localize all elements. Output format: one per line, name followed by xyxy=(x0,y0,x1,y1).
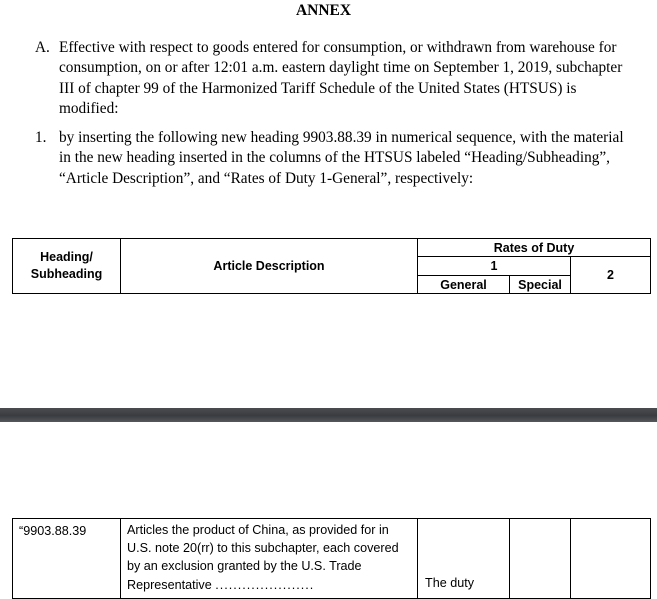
leader-dots: ...................... xyxy=(215,577,315,592)
article-description-header: Article Description xyxy=(121,239,418,294)
paragraph-a-label: A. xyxy=(35,39,50,56)
heading-number: “9903.88.39 xyxy=(19,524,87,538)
paragraph-1 xyxy=(35,128,635,210)
general-rate-text: The duty xyxy=(425,576,475,590)
column-2-rate-cell xyxy=(571,519,651,599)
tariff-entry-table xyxy=(12,518,651,599)
special-header: Special xyxy=(510,276,571,294)
heading-header-line2: Subheading xyxy=(30,267,103,281)
rates-column-2-header: 2 xyxy=(571,257,651,294)
annex-title: ANNEX xyxy=(295,2,352,19)
paragraph-a-text: Effective with respect to goods entered for consumption, or withdrawn from warehouse for consumption, on or after 12:01 a.m. eastern daylight time on September 1, 2019, subchapter III of chapter 99 of the Harmonized Tariff Schedule of the United States (HTSUS) is modified: xyxy=(59,39,623,117)
page-break-bar xyxy=(0,408,657,422)
special-rate-cell xyxy=(510,519,571,599)
description-text: Articles the product of China, as provided for in U.S. note 20(rr) to this subchapter, each covered by an exclusion granted by the U.S. Trade Representative xyxy=(127,523,399,592)
rates-column-1-header: 1 xyxy=(418,257,571,276)
paragraph-1-text: by inserting the following new heading 9903.88.39 in numerical sequence, with the material in the new heading inserted in the columns of the HTSUS labeled “Heading/Subheading”, “Article Description”, and “Rates of Duty 1-General”, respectively: xyxy=(59,129,624,187)
tariff-header-table xyxy=(12,238,651,294)
description-cell xyxy=(121,519,418,599)
rates-of-duty-header: Rates of Duty xyxy=(418,239,651,257)
paragraph-a xyxy=(35,38,635,120)
general-header: General xyxy=(418,276,510,294)
paragraph-1-label: 1. xyxy=(35,129,47,146)
heading-subheading-header xyxy=(13,239,121,294)
article-description-text xyxy=(121,519,417,594)
heading-header-line1: Heading/ xyxy=(40,250,93,264)
heading-cell xyxy=(13,519,121,599)
general-rate-cell xyxy=(418,519,510,599)
